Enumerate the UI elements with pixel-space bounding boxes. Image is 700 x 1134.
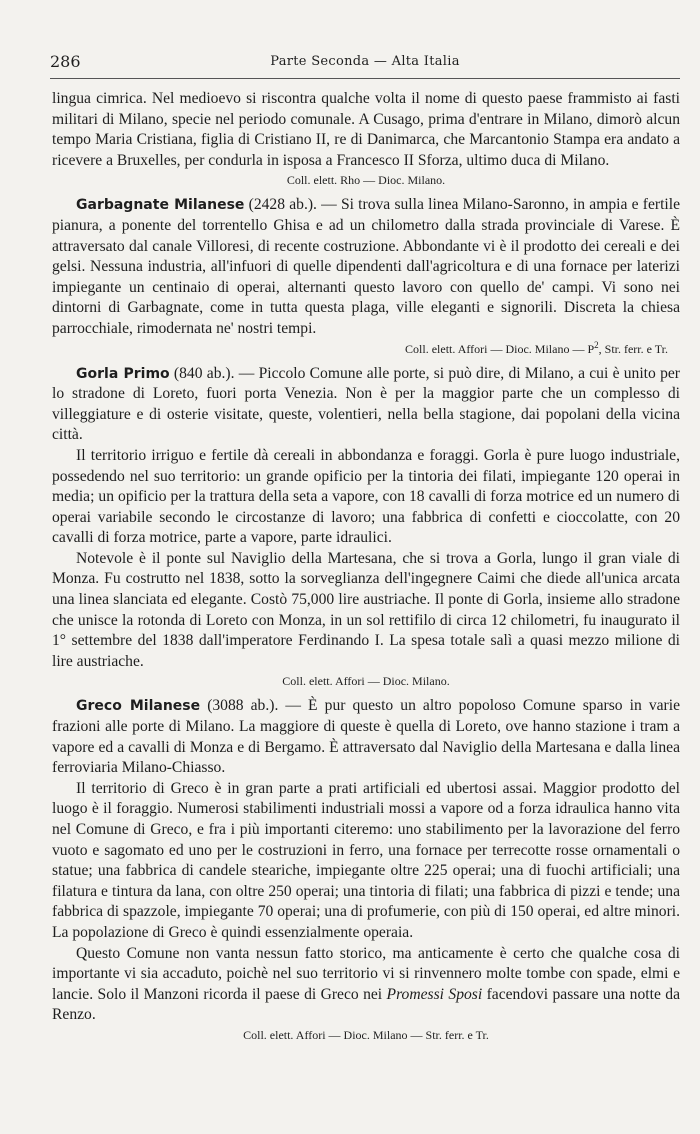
greco-note: Coll. elett. Affori — Dioc. Milano — Str. ferr. e Tr.: [243, 1027, 489, 1042]
gorla-paragraph: [52, 364, 680, 446]
gorla-note: Coll. elett. Affori — Dioc. Milano.: [282, 674, 450, 689]
garbagnate-heading: Garbagnate Milanese: [76, 197, 245, 214]
greco-text: (3088 ab.). — È pur questo un altro popoloso Comune sparso in varie frazioni alle porte di Milano. La maggiore di queste è quella di Loreto, ove hanno stazione i tram a vapore ed a cavalli di Monza e di Bergamo. È attraversato dal Naviglio della Martesana e dalla linea ferroviaria Milano-Chiasso.: [52, 697, 680, 777]
garbagnate-note-tail: , Str. ferr. e Tr.: [598, 341, 668, 356]
greco-heading: Greco Milanese: [76, 698, 201, 715]
greco-p3-end: facendovi passare una notte da Renzo.: [52, 985, 680, 1024]
garbagnate-note-main: Coll. elett. Affori — Dioc. Milano — P: [405, 341, 595, 356]
gorla-paragraph-2: Il territorio irriguo e fertile dà cereali in abbondanza e foraggi. Gorla è pure luogo industriale, possedendo nel suo territorio: un grande opificio per la tintoria dei filati, impiegante 120 operai in media; un opificio per la trattura della seta a vapore, con 18 cavalli di forza motrice ed un numero di operai variabile secondo le circostanze di lavoro; una fabbrica di confetti e cioccolatte, con 20 cavalli di forza motrice, parte a vapore, parte idraulici.: [52, 446, 680, 547]
intro-note: Coll. elett. Rho — Dioc. Milano.: [286, 173, 446, 188]
running-title: Parte Seconda — Alta Italia: [270, 54, 460, 69]
garbagnate-text: (2428 ab.). — Si trova sulla linea Milano-Saronno, in ampia e fertile pianura, a ponente del torrentello Ghisa e ad un chilometro dalla strada provinciale di Varese. È attraversato dal canale Villoresi, di recente costruzione. Abbondante vi è il prodotto dei cereali e dei gelsi. Nessuna industria, all'infuori di quelle dipendenti dall'agricoltura e di una fornace per laterizi impiegante un centinaio di operai, alternanti questo lavoro con quello de' campi. Vi sono nei dintorni di Garbagnate, come in tutta questa plaga, ville eleganti e signorili. Discreta la chiesa parrocchiale, rimodernata ne' nostri tempi.: [52, 196, 680, 337]
gorla-text: (840 ab.). — Piccolo Comune alle porte, si può dire, di Milano, a cui è unito per lo stradone di Loreto, fuori porta Venezia. Non è per la maggior parte che un complesso di villeggiature e di osterie visitate, queste, volentieri, nella bella stagione, dai popolani della vicina città.: [52, 364, 680, 444]
gorla-heading: Gorla Primo: [76, 365, 170, 382]
greco-paragraph-2: Il territorio di Greco è in gran parte a prati artificiali ed ubertosi assai. Maggior prodotto del luogo è il foraggio. Numerosi stabilimenti industriali mossi a vapore od a forza idraulica hanno vita nel Comune di Greco, e fra i più importanti citeremo: uno stabilimento per la lavorazione del ferro vuoto e sagomato ed uno per le costruzioni in ferro, una fornace per terrecotte rosse ornamentali o statue; una fabbrica di candele steariche, impiegante oltre 225 operai; una di fuochi artificiali; una filatura e tintura da lana, con oltre 250 operai; una tintoria di filati; una fabbrica di pizzi e tende; una fabbrica di spazzole, impiegante 70 operai; una di profumerie, con più di 150 operai, ed altre minori. La popolazione di Greco è quindi essenzialmente operaia.: [52, 779, 680, 941]
garbagnate-paragraph: [52, 195, 680, 339]
gorla-paragraph-3: Notevole è il ponte sul Naviglio della Martesana, che si trova a Gorla, lungo il gran viale di Monza. Fu costrutto nel 1838, sotto la sorveglianza dell'ingegnere Caimi che diede all'unica arcata una linea slanciata ed elegante. Costò 75,000 lire austriache. Il ponte di Gorla, insieme allo stradone che unisce la rotonda di Loreto con Monza, in un sol rettifilo di circa 12 chilometri, fu inaugurato il 1° settembre del 1838 dall'imperatore Ferdinando I. La spesa totale salì a quasi mezzo milione di lire austriache.: [52, 549, 680, 670]
header-rule: [50, 78, 680, 79]
garbagnate-note: [52, 340, 680, 358]
page-header: [50, 52, 680, 72]
greco-p3-start: Questo Comune non vanta nessun fatto storico, ma anticamente è certo che qualche cosa di importante vi sia accaduto, poichè nel suo territorio vi si rinvennero molte tombe con spade, elmi e lancie. Solo il Manzoni ricorda il paese di Greco nei: [52, 944, 680, 1003]
intro-paragraph: lingua cimrica. Nel medioevo si riscontra qualche volta il nome di questo paese frammisto ai fasti militari di Milano, specie nel periodo comunale. A Cusago, prima d'entrare in Milano, dimorò alcun tempo Maria Cristiana, figlia di Cristiano II, re di Danimarca, che Marcantonio Stampa era andato a ricevere a Bruxelles, per condurla in isposa a Francesco II Sforza, ultimo duca di Milano.: [52, 90, 680, 169]
greco-paragraph: [52, 696, 680, 778]
page-number: 286: [50, 52, 81, 71]
garbagnate-note-sup: 2: [594, 339, 599, 350]
greco-paragraph-3: [52, 944, 680, 1026]
greco-p3-title: Promessi Sposi: [386, 985, 483, 1003]
page-body: [52, 89, 680, 1050]
